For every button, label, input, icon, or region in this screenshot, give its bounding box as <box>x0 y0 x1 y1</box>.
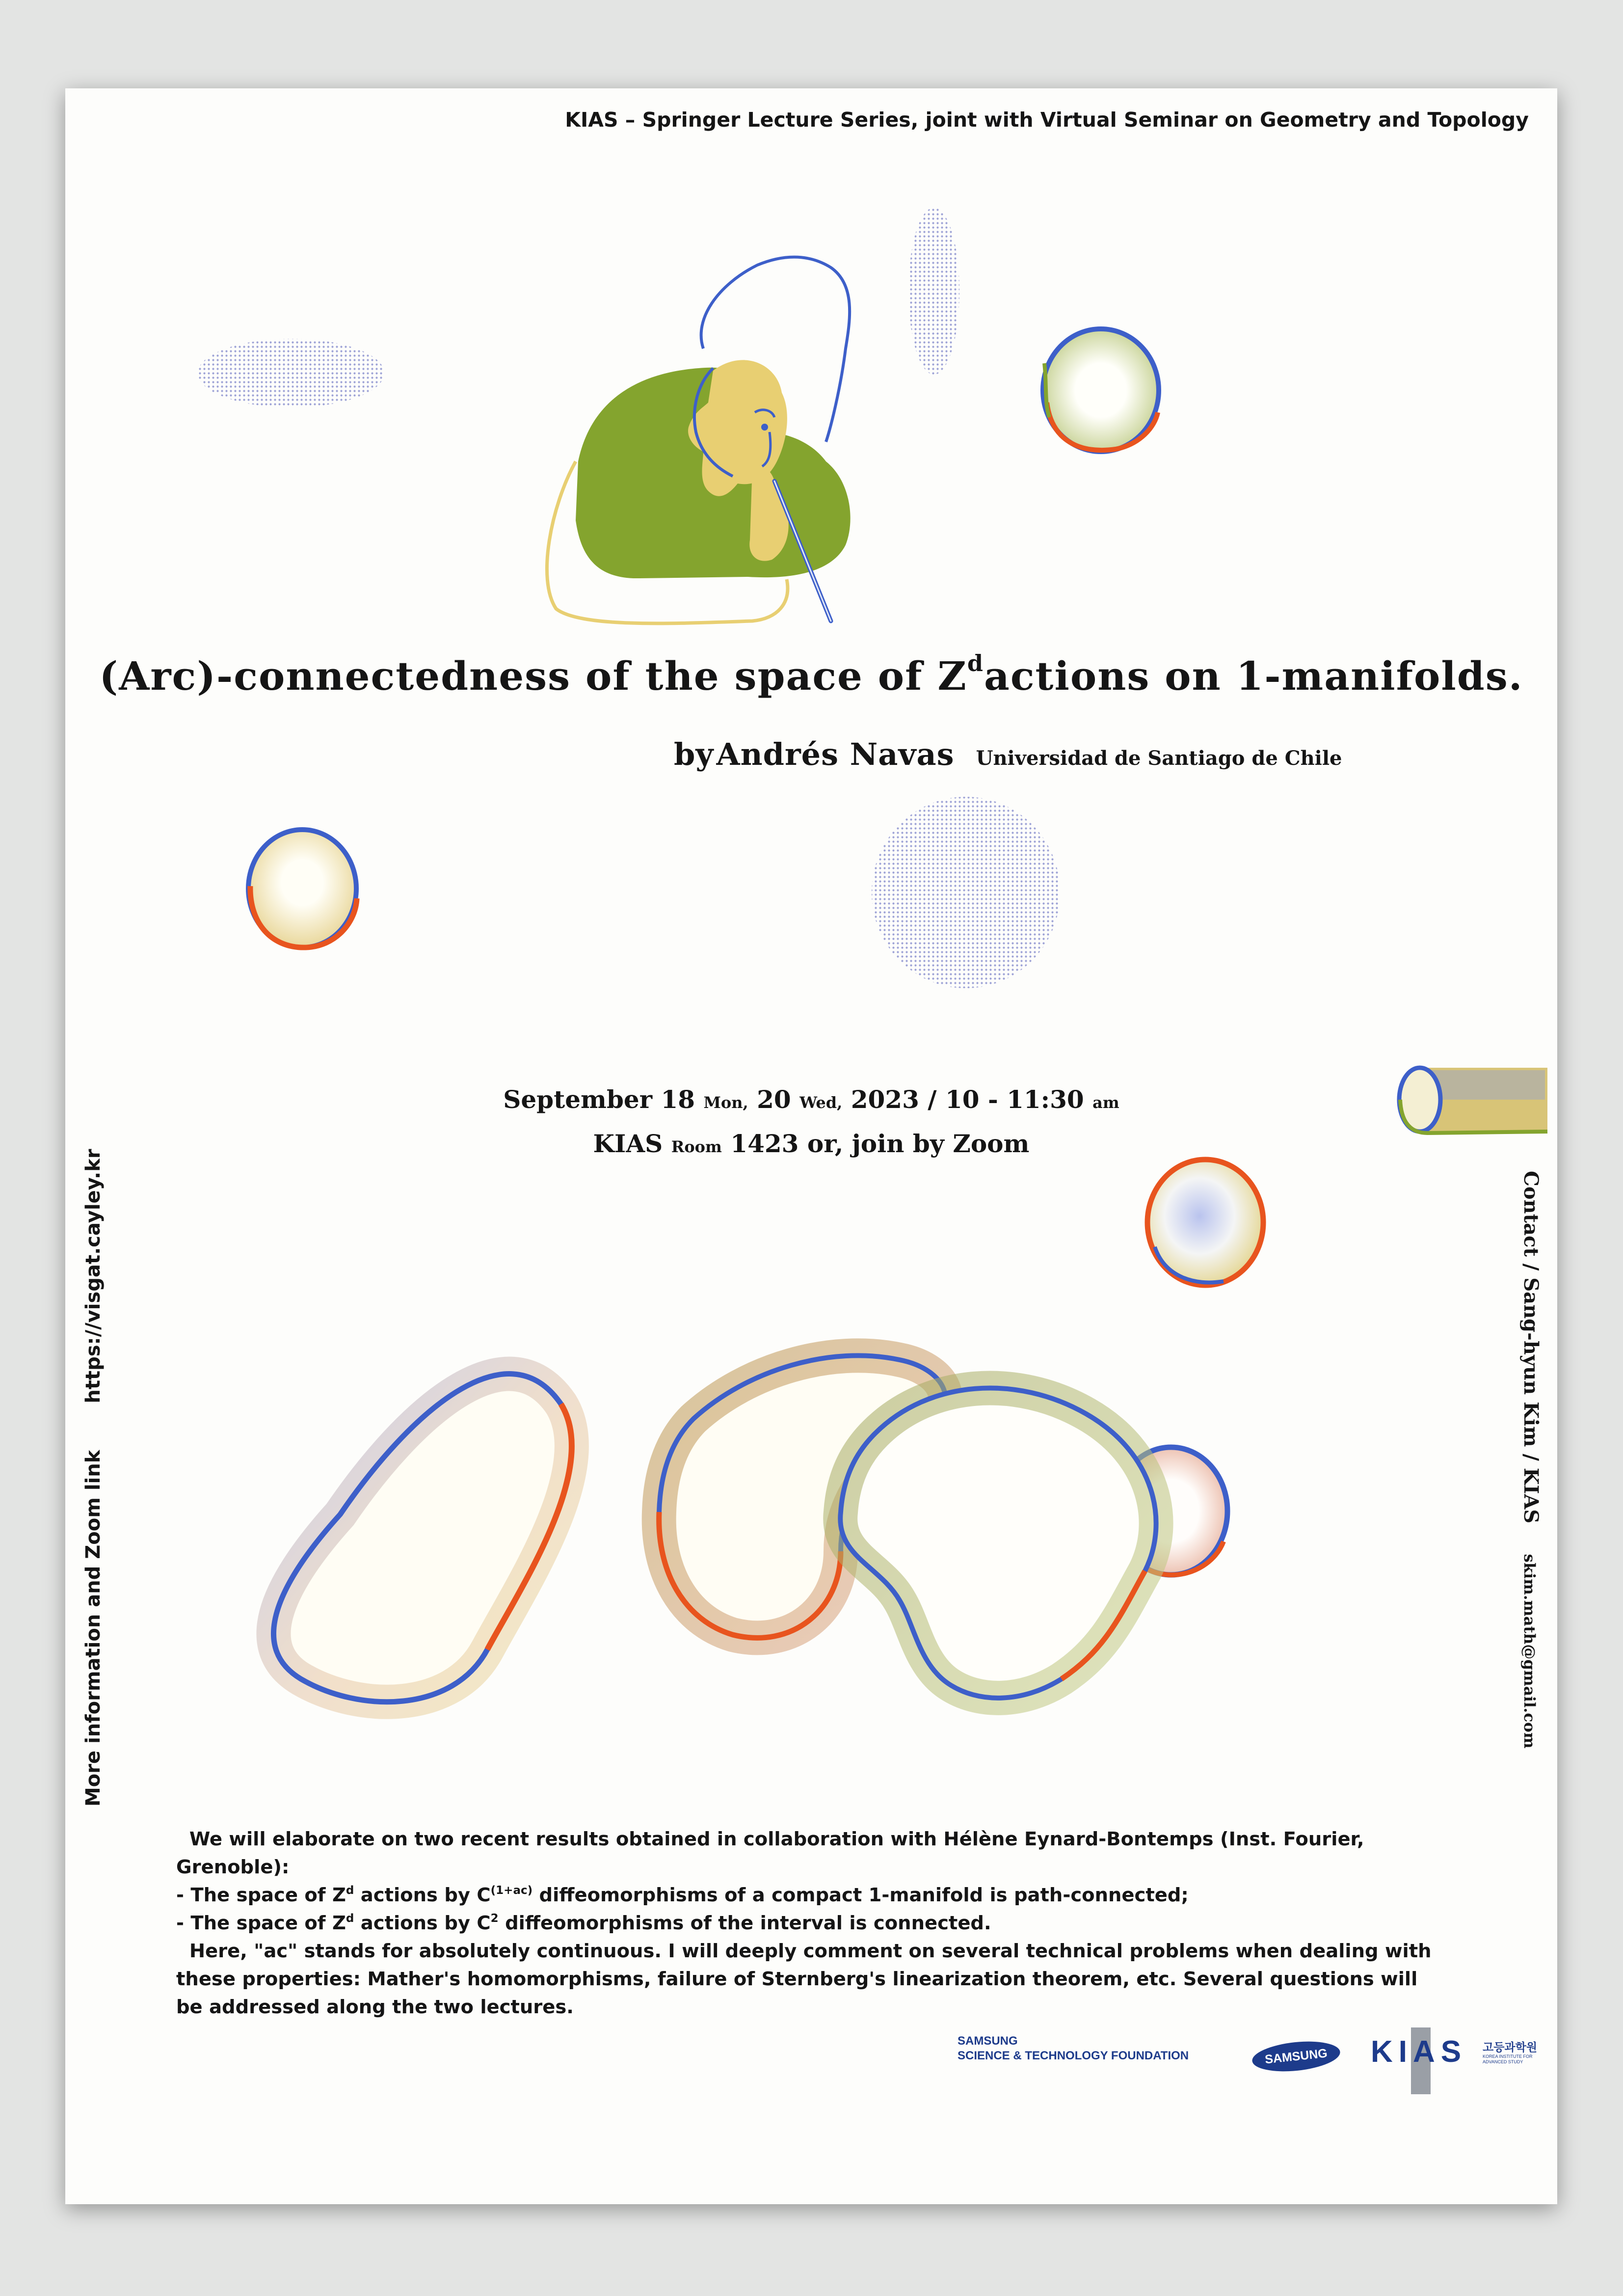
info-label: More information and Zoom link <box>82 1450 105 1807</box>
kias-logo-english-2: ADVANCED STUDY <box>1483 2059 1523 2064</box>
b1-sup-2: (1+ac) <box>490 1884 533 1897</box>
kias-logo <box>1371 2032 1538 2072</box>
year-time: 2023 / 10 - 11:30 <box>851 1085 1084 1114</box>
byline <box>674 736 1342 772</box>
time-ampm: am <box>1092 1093 1119 1112</box>
dotted-ellipse-tall <box>908 208 959 375</box>
info-sidebar <box>82 1149 105 1807</box>
abstract-bullet-1 <box>176 1881 1433 1909</box>
speaker-affiliation: Universidad de Santiago de Chile <box>976 747 1342 770</box>
b2-text-c: diffeomorphisms of the interval is connected. <box>498 1912 991 1934</box>
dotted-ellipse-left <box>198 339 384 407</box>
b1-text-b: actions by C <box>354 1884 491 1906</box>
b2-sup-2: 2 <box>490 1912 499 1925</box>
weekday-first: Mon, <box>703 1093 748 1112</box>
kias-logo-english-1: KOREA INSTITUTE FOR <box>1483 2054 1533 2059</box>
by-word: by <box>674 736 714 772</box>
poster <box>65 88 1557 2204</box>
blob-right <box>840 1388 1156 1698</box>
venue-room-label: Room <box>671 1137 722 1156</box>
contact-email-link[interactable]: skim.math@gmail.com <box>1520 1554 1538 1749</box>
sstf-logo-line1: SAMSUNG <box>958 2034 1018 2048</box>
event-venue <box>65 1129 1557 1158</box>
info-url-link[interactable]: https://visgat.cayley.kr <box>82 1149 105 1404</box>
person-illustration <box>547 257 850 623</box>
contact-sidebar <box>1519 1171 1543 1749</box>
title-superscript: d <box>967 650 984 676</box>
talk-title <box>65 650 1557 699</box>
b1-text-c: diffeomorphisms of a compact 1-manifold is path-connected; <box>532 1884 1189 1906</box>
abstract-intro-text: We will elaborate on two recent results obtained in collaboration with Hélène Eynard-Bontemps (Inst. Fourier, Grenoble): <box>176 1828 1364 1878</box>
abstract-bullet-2 <box>176 1909 1433 1937</box>
sstf-logo <box>958 2034 1189 2063</box>
b2-text-a: - The space of Z <box>176 1912 346 1934</box>
b2-sup-1: d <box>346 1912 354 1925</box>
abstract-paragraph <box>176 1937 1433 2021</box>
date-second: 20 <box>757 1085 791 1114</box>
abstract-paragraph-text: Here, "ac" stands for absolutely continuous. I will deeply comment on several technical problems when dealing with these properties: Mather's homomorphisms, failure of Sternberg's linearization theorem, etc. Several questions will be addressed along the two lectures. <box>176 1940 1432 2018</box>
kias-logo-letters: KIAS <box>1371 2035 1467 2069</box>
samsung-logo: SAMSUNG <box>1251 2038 1341 2075</box>
b2-text-b: actions by C <box>354 1912 491 1934</box>
abstract-intro <box>176 1825 1433 1881</box>
contact-label: Contact / Sang-hyun Kim / KIAS <box>1519 1171 1543 1524</box>
series-header: KIAS – Springer Lecture Series, joint with Virtual Seminar on Geometry and Topology <box>565 108 1529 132</box>
venue-room: 1423 or, join by Zoom <box>730 1129 1030 1158</box>
b1-sup-1: d <box>346 1884 354 1897</box>
sstf-logo-line2: SCIENCE & TECHNOLOGY FOUNDATION <box>958 2049 1189 2062</box>
speaker-name: Andrés Navas <box>716 736 955 772</box>
dotted-ellipse-round <box>872 797 1060 988</box>
blob-group <box>273 1355 1156 1702</box>
kias-logo-korean: 고등과학원 <box>1483 2041 1538 2053</box>
event-date <box>65 1085 1557 1114</box>
title-part-1: (Arc)-connectedness of the space of Z <box>99 653 967 699</box>
kias-logo-english <box>1483 2054 1533 2065</box>
weekday-second: Wed, <box>799 1093 843 1112</box>
venue-kias: KIAS <box>593 1129 663 1158</box>
abstract <box>176 1825 1433 2021</box>
date-first: September 18 <box>503 1085 695 1114</box>
b1-text-a: - The space of Z <box>176 1884 346 1906</box>
title-part-2: actions on 1-manifolds. <box>984 653 1523 699</box>
